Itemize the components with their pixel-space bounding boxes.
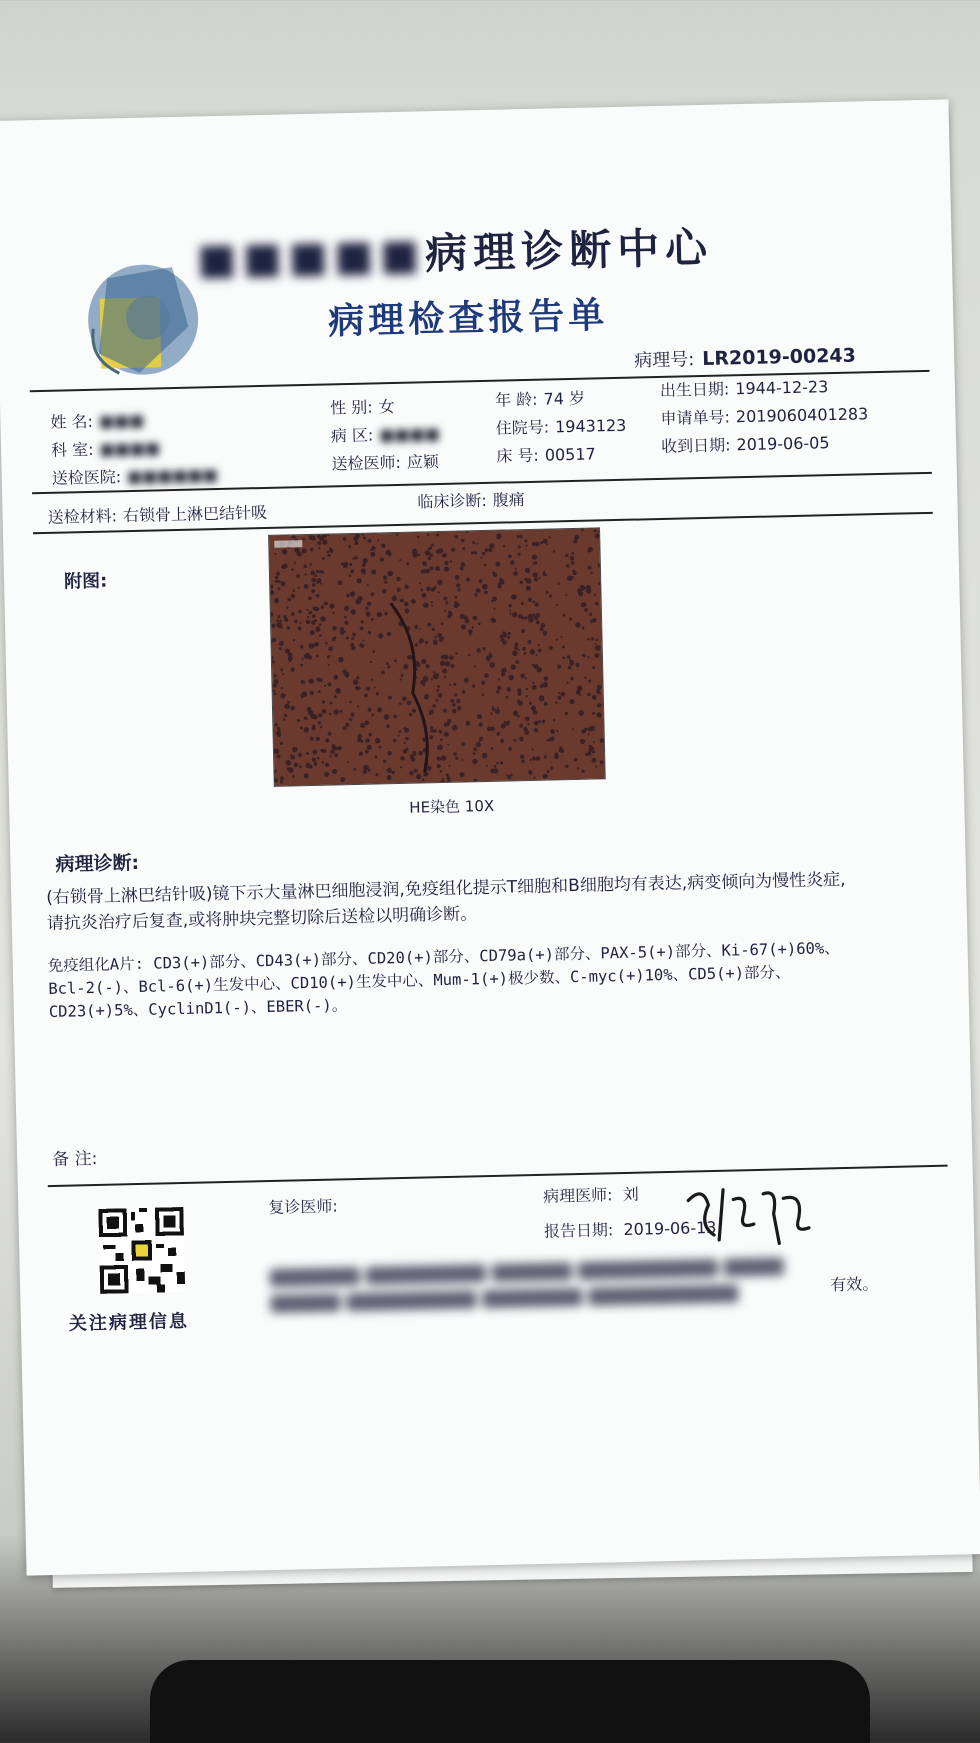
material-label: 送检材料:: [47, 506, 118, 527]
birth-field: [660, 374, 829, 401]
inpatient-label: 住院号:: [495, 417, 550, 438]
inpatient-field: [495, 413, 626, 439]
clinical-field: [417, 487, 525, 512]
report-date-value: 2019-06-13: [623, 1217, 717, 1240]
clinical-value: 腹痛: [492, 490, 525, 510]
age-label: 年 龄:: [494, 389, 538, 410]
hospital-logo: [77, 256, 210, 384]
report-sheet: [0, 99, 980, 1575]
redacted-ward: ■■■■: [379, 423, 440, 445]
clinical-label: 临床诊断:: [417, 490, 487, 512]
remark-label: 备 注:: [51, 1148, 98, 1170]
name-field: [50, 408, 144, 433]
material-value: 右锁骨上淋巴结针吸: [122, 502, 268, 526]
request-value: 2019060401283: [735, 404, 869, 427]
figure-label: 附图:: [63, 570, 108, 593]
report-title: 病理检查报告单: [327, 295, 609, 343]
inpatient-value: 1943123: [554, 415, 627, 437]
ward-label: 病 区:: [330, 425, 374, 446]
pathologist-value: 刘: [622, 1184, 639, 1205]
pathology-number-value: LR2019-00243: [702, 344, 857, 371]
redacted-address-line: [270, 1252, 831, 1320]
doctor-field: [331, 449, 439, 474]
received-value: 2019-06-05: [736, 433, 830, 455]
pathologist-label: 病理医师:: [542, 1185, 613, 1206]
dept-label: 科 室:: [50, 439, 94, 460]
micrograph-image: [268, 527, 606, 786]
figure-caption: HE染色 10X: [409, 796, 495, 817]
birth-value: 1944-12-23: [735, 377, 829, 399]
redacted-hospital-name: ■■■■■: [196, 229, 426, 284]
age-value: 74 岁: [543, 388, 586, 409]
doctor-value: 应颖: [406, 452, 440, 472]
validity-note: 有效。: [830, 1274, 879, 1295]
received-label: 收到日期:: [660, 435, 731, 456]
background-object: [150, 1660, 870, 1743]
material-field: [47, 500, 267, 528]
ward-field: [331, 421, 440, 446]
pathology-number-label: 病理号:: [633, 349, 695, 372]
hospital-field: [51, 462, 218, 489]
pathologist-field: [543, 1182, 639, 1207]
name-label: 姓 名:: [50, 411, 94, 432]
redacted-hospital: ■■■■■■: [126, 465, 219, 487]
gender-label: 性 别:: [329, 397, 373, 418]
redacted-dept: ■■■■: [99, 438, 161, 459]
gender-field: [330, 394, 395, 418]
qr-label: 关注病理信息: [68, 1310, 190, 1335]
birth-label: 出生日期:: [659, 379, 730, 400]
received-field: [661, 430, 830, 457]
gender-value: 女: [378, 396, 395, 417]
pathology-number: [634, 342, 856, 373]
dept-field: [51, 435, 160, 460]
request-label: 申请单号:: [660, 407, 731, 428]
diagnosis-title: 病理诊断:: [55, 851, 140, 876]
qr-code: [98, 1207, 185, 1294]
report-date-label: 报告日期:: [543, 1220, 614, 1241]
bed-value: 00517: [544, 444, 596, 465]
age-field: [495, 386, 585, 411]
hospital-label: 送检医院:: [51, 467, 122, 488]
center-title: [196, 215, 714, 287]
doctor-label: 送检医师:: [331, 452, 402, 474]
handwritten-signature: [678, 1178, 820, 1251]
bed-field: [496, 441, 596, 466]
revisit-doctor-field: [268, 1193, 338, 1218]
center-title-text: 病理诊断中心: [424, 222, 714, 279]
immunohistochemistry-text: 免疫组化A片: CD3(+)部分、CD43(+)部分、CD20(+)部分、CD79a(+)部分、PAX-5(+)部分、Ki-67(+)60%、Bcl-2(-)、Bcl-6(+)生发中心、CD10(+)生发中心、Mum-1(+)极少数、C-myc(+)10%、CD5(+)部分、CD23(+)5%、CyclinD1(-)、EBER(-)。: [47, 939, 840, 1021]
request-field: [660, 401, 868, 429]
revisit-label: 复诊医师:: [268, 1196, 338, 1218]
diagnosis-text: (右锁骨上淋巴结针吸)镜下示大量淋巴细胞浸润,免疫组化提示T细胞和B细胞均有表达,病变倾向为慢性炎症,请抗炎治疗后复查,或将肿块完整切除后送检以明确诊断。: [46, 869, 846, 935]
bed-label: 床 号:: [496, 445, 540, 466]
redacted-name: ■■■: [98, 410, 145, 431]
